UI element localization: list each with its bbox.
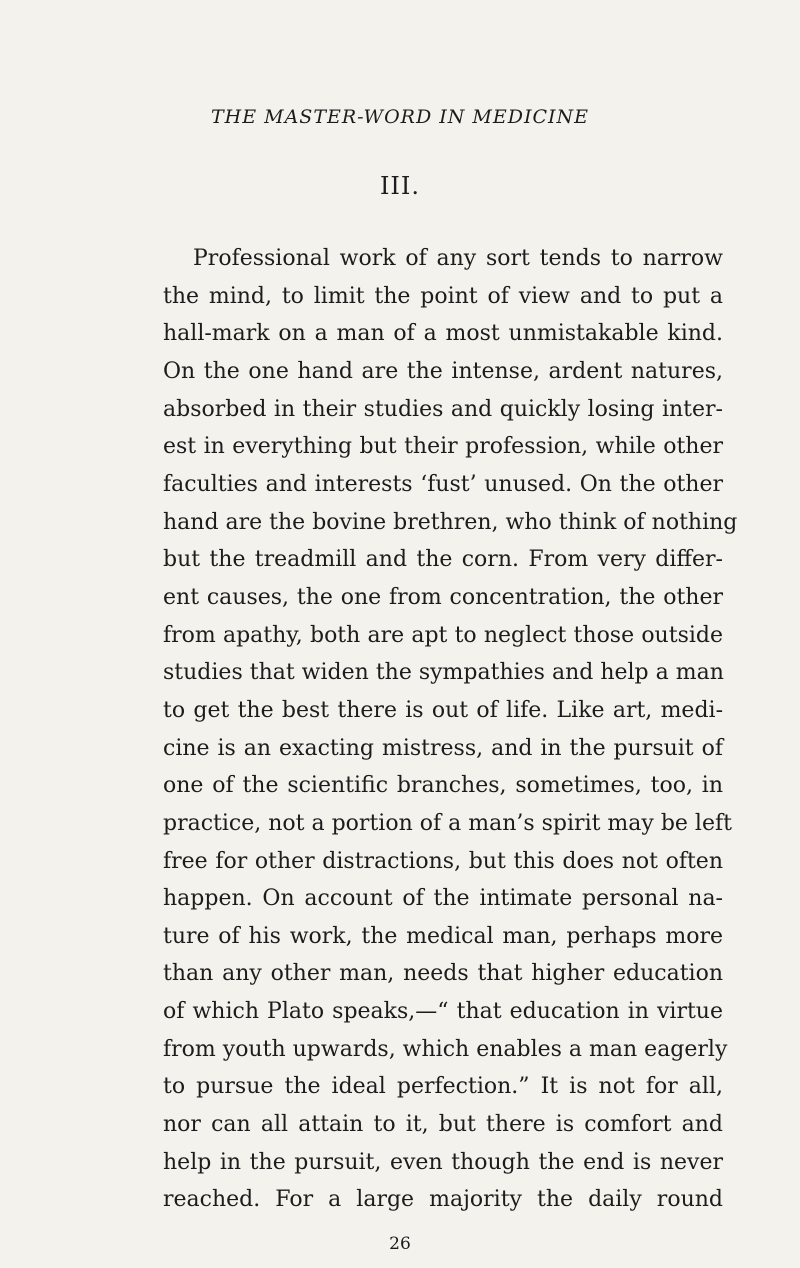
text-line: ent causes, the one from concentration, the other [163, 584, 723, 610]
text-line: the mind, to limit the point of view and to put a [163, 283, 723, 309]
text-line: reached. For a large majority the daily round [163, 1187, 723, 1213]
text-line: than any other man, needs that higher education [163, 961, 723, 987]
text-line: faculties and interests ‘fust’ unused. On the other [163, 471, 723, 497]
text-line: to get the best there is out of life. Like art, medi- [163, 697, 723, 723]
text-line: but the treadmill and the corn. From very differ- [163, 547, 723, 573]
text-line: to pursue the ideal perfection.” It is not for all, [163, 1074, 723, 1100]
text-line: happen. On account of the intimate personal na- [163, 886, 723, 912]
running-head: THE MASTER-WORD IN MEDICINE [210, 106, 590, 128]
text-line: one of the scientific branches, sometimes, too, in [163, 773, 723, 799]
body-paragraph [163, 240, 738, 1219]
text-line: studies that widen the sympathies and help a man [163, 660, 724, 686]
text-line: Professional work of any sort tends to narrow [193, 246, 723, 271]
text-line: cine is an exacting mistress, and in the pursuit of [163, 735, 723, 761]
text-line: from apathy, both are apt to neglect those outside [163, 622, 723, 648]
text-line: hand are the bovine brethren, who think of nothing [163, 509, 738, 535]
text-line: free for other distractions, but this does not often [163, 848, 723, 874]
text-line: absorbed in their studies and quickly losing inter- [163, 396, 723, 422]
text-line: est in everything but their profession, while other [163, 434, 723, 460]
page-number: 26 [389, 1234, 411, 1254]
text-line: nor can all attain to it, but there is comfort and [163, 1112, 723, 1138]
text-line: practice, not a portion of a man’s spirit may be left [163, 810, 732, 836]
text-line: from youth upwards, which enables a man eagerly [163, 1036, 728, 1062]
text-line: ture of his work, the medical man, perhaps more [163, 923, 723, 949]
text-line: of which Plato speaks,—“ that education in virtue [163, 999, 723, 1025]
text-line: hall-mark on a man of a most unmistakable kind. [163, 321, 723, 347]
section-number: III. [379, 172, 421, 200]
text-line: help in the pursuit, even though the end is never [163, 1149, 723, 1175]
text-line: On the one hand are the intense, ardent natures, [163, 358, 723, 384]
